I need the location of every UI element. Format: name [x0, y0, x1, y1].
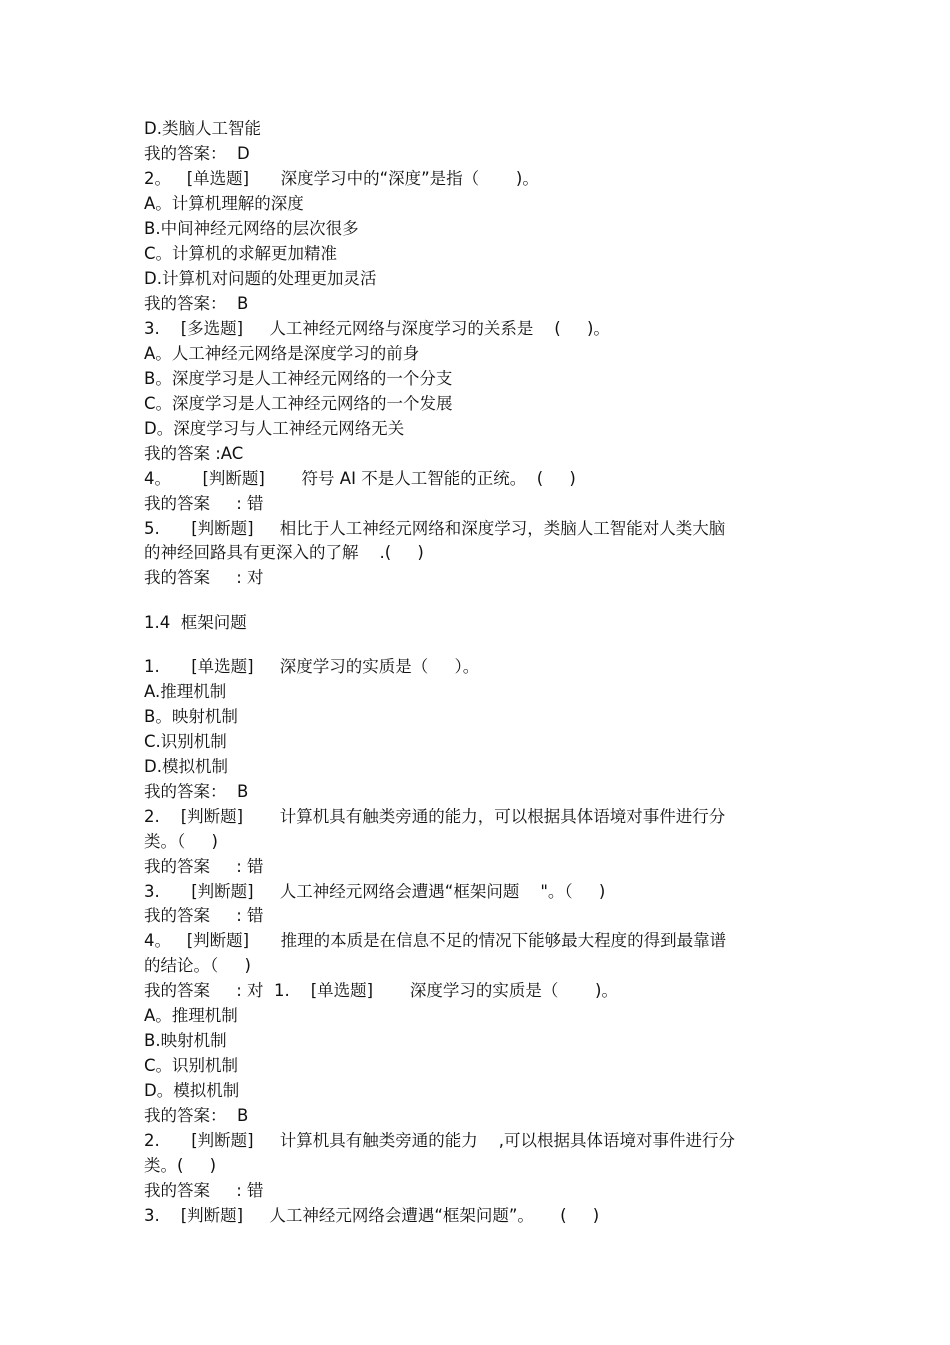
answer-line: 我的答案 : 对 [144, 568, 264, 587]
option-a-line: A.推理机制 [144, 682, 227, 701]
question-line: 3. [判断题] 人工神经元网络会遭遇“框架问题”。 ( ) [144, 1206, 600, 1225]
option-a-line: A。人工神经元网络是深度学习的前身 [144, 344, 420, 363]
option-b-line: B.映射机制 [144, 1031, 227, 1050]
question-continuation-line: 的神经回路具有更深入的了解 .( ) [144, 543, 424, 562]
option-d-line: D。深度学习与人工神经元网络无关 [144, 419, 405, 438]
answer-line: 我的答案： D [144, 144, 250, 163]
option-d-line: D.类脑人工智能 [144, 119, 261, 138]
question-continuation-line: 类。( ) [144, 1156, 217, 1175]
option-c-line: C。计算机的求解更加精准 [144, 244, 338, 263]
answer-line: 我的答案 : 错 [144, 494, 264, 513]
section-heading: 1.4 框架问题 [144, 613, 247, 632]
answer-line: 我的答案 : 错 [144, 906, 264, 925]
answer-line: 我的答案： B [144, 1106, 249, 1125]
answer-line: 我的答案 : 错 [144, 857, 264, 876]
question-line: 2. [判断题] 计算机具有触类旁通的能力 ,可以根据具体语境对事件进行分 [144, 1131, 736, 1150]
question-line: 3. [判断题] 人工神经元网络会遭遇“框架问题 "。（ ) [144, 882, 606, 901]
answer-line: 我的答案： B [144, 782, 249, 801]
answer-line: 我的答案 : 对 1. [单选题] 深度学习的实质是（ )。 [144, 981, 618, 1000]
question-line: 4。 [判断题] 推理的本质是在信息不足的情况下能够最大程度的得到最靠谱 [144, 931, 727, 950]
option-d-line: D.计算机对问题的处理更加灵活 [144, 269, 377, 288]
question-continuation-line: 的结论。（ ) [144, 956, 251, 975]
answer-line: 我的答案： B [144, 294, 249, 313]
option-c-line: C.识别机制 [144, 732, 227, 751]
question-line: 1. [单选题] 深度学习的实质是（ ）。 [144, 657, 480, 676]
option-b-line: B。映射机制 [144, 707, 238, 726]
answer-line: 我的答案 : 错 [144, 1181, 264, 1200]
option-b-line: B。深度学习是人工神经元网络的一个分支 [144, 369, 453, 388]
option-c-line: C。深度学习是人工神经元网络的一个发展 [144, 394, 453, 413]
option-b-line: B.中间神经元网络的层次很多 [144, 219, 359, 238]
option-c-line: C。识别机制 [144, 1056, 239, 1075]
option-d-line: D。模拟机制 [144, 1081, 240, 1100]
question-line: 5. [判断题] 相比于人工神经元网络和深度学习，类脑人工智能对人类大脑 [144, 519, 726, 538]
answer-line: 我的答案 :AC [144, 444, 244, 463]
option-a-line: A。计算机理解的深度 [144, 194, 304, 213]
question-line: 2。 [单选题] 深度学习中的“深度”是指（ )。 [144, 169, 539, 188]
question-continuation-line: 类。（ ) [144, 832, 218, 851]
question-line: 2. [判断题] 计算机具有触类旁通的能力，可以根据具体语境对事件进行分 [144, 807, 726, 826]
option-a-line: A。推理机制 [144, 1006, 238, 1025]
question-line: 4。 [判断题] 符号 AI 不是人工智能的正统。 ( ) [144, 469, 576, 488]
question-line: 3. [多选题] 人工神经元网络与深度学习的关系是 ( )。 [144, 319, 610, 338]
option-d-line: D.模拟机制 [144, 757, 228, 776]
